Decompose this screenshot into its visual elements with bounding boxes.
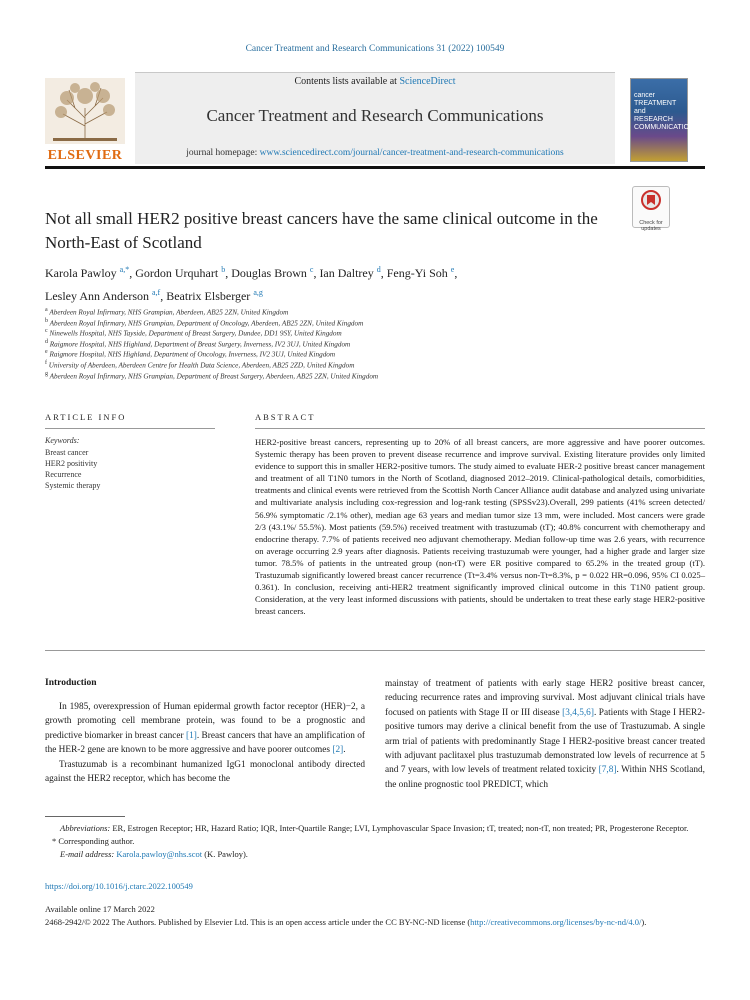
- corresponding-mark: *: [52, 836, 57, 846]
- doi-link-wrap: [45, 880, 193, 893]
- intro-left-column: [45, 700, 365, 786]
- affiliation-text: Aberdeen Royal Infirmary, NHS Grampian, Aberdeen, AB25 2ZN, United Kingdom: [47, 308, 289, 317]
- intro-p1-text-a: In 1985, overexpression of Human epidermal growth factor receptor (HER)−2, a growth promoting cell membrane protein, was found to be a prognostic and predictive biomarker in breast cancer: [45, 702, 365, 741]
- affiliation-mark: e: [45, 349, 48, 356]
- keyword-item[interactable]: Systemic therapy: [45, 481, 101, 490]
- available-online: Available online 17 March 2022: [45, 904, 155, 914]
- intro-paragraph-1: [45, 700, 365, 758]
- cover-text: cancer TREATMENT and RESEARCH COMMUNICATIONS: [634, 92, 699, 131]
- journal-homepage: [135, 148, 615, 158]
- author-name[interactable]: Beatrix Elsberger: [166, 289, 251, 303]
- keywords-label: Keywords:: [45, 436, 80, 445]
- citation-ref-3-6[interactable]: [3,4,5,6]: [562, 707, 594, 718]
- citation-ref-7-8[interactable]: [7,8]: [598, 765, 617, 776]
- affiliation-mark: b: [45, 317, 48, 324]
- affiliation-text: Aberdeen Royal Infirmary, NHS Grampian, Department of Oncology, Aberdeen, AB25 2ZN, United Kingdom: [48, 318, 364, 327]
- license-link[interactable]: http://creativecommons.org/licenses/by-nc-nd/4.0/: [470, 916, 642, 927]
- email-label: E-mail address:: [60, 849, 115, 859]
- author-name[interactable]: Karola Pawloy: [45, 266, 117, 280]
- header-top-rule: [135, 72, 615, 73]
- intro-p3-text-b: . Patients with Stage I HER2-positive tumors may derive a clinical benefit from the use of Trastuzumab. A single arm trial of patients with predominantly Stage I HER2-positive breast cancer treated with adjuvant paclitaxel plus trastuzumab demonstrated low levels of recurrence at 5 and 7 years, with low levels of treatment related toxicity: [385, 707, 705, 776]
- article-info-heading: ARTICLE INFO: [45, 412, 127, 422]
- abbreviations-footnote: [60, 822, 705, 835]
- check-updates-label: Check for updates: [639, 220, 663, 232]
- email-footnote: [60, 848, 705, 861]
- publication-info: [45, 903, 705, 928]
- author-affiliation-mark[interactable]: a,*: [119, 265, 130, 274]
- journal-title: Cancer Treatment and Research Communications: [206, 106, 544, 125]
- author-list: Karola Pawloy $^{a,*}$, Gordon Urquhart $^b$, Douglas Brown $^c$, Ian Daltrey $^d$, Feng-Yi Soh $^e$, Lesley Ann Anderson $^{a,f}$, Beatrix Elsberger $^{a,g}$: [45, 265, 458, 303]
- corresponding-text: Corresponding author.: [58, 836, 135, 846]
- doi-link[interactable]: https://doi.org/10.1016/j.ctarc.2022.100549: [45, 881, 193, 891]
- citation-ref-1[interactable]: [1]: [185, 730, 197, 741]
- affiliation-mark: g: [45, 370, 48, 377]
- author-affiliation-mark[interactable]: b: [221, 265, 226, 274]
- affiliation-mark: d: [45, 338, 48, 345]
- license-text-a: 2468-2942/© 2022 The Authors. Published by Elsevier Ltd. This is an open access article under the CC BY-NC-ND license (: [45, 916, 471, 927]
- affiliation-mark: f: [45, 360, 47, 366]
- sciencedirect-link[interactable]: ScienceDirect: [399, 76, 456, 87]
- abstract-rule: [255, 428, 705, 429]
- article-title: Not all small HER2 positive breast cancers have the same clinical outcome in the North-East of Scotland: [45, 209, 598, 252]
- footnote-rule: [45, 816, 125, 817]
- citation-ref-2[interactable]: [2]: [332, 745, 344, 756]
- contents-available: [135, 76, 615, 87]
- affiliation-text: Ninewells Hospital, NHS Tayside, Department of Breast Surgery, Dundee, DD1 9SY, United Kingdom: [47, 329, 342, 338]
- contents-prefix: Contents lists available at: [294, 76, 400, 87]
- author-affiliation-mark[interactable]: a,f: [152, 288, 161, 297]
- intro-p1-text-c: .: [343, 745, 346, 756]
- intro-heading: Introduction: [45, 678, 97, 688]
- intro-p3-text-a: mainstay of treatment of patients with early stage HER2 positive breast cancer, reducing recurrence rates and improving survival. Most adjuvant clinical trials have focused on patients with Stage II or III disease: [385, 679, 705, 718]
- corresponding-footnote: [52, 835, 705, 848]
- author-name[interactable]: Gordon Urquhart: [135, 266, 219, 280]
- check-for-updates-button[interactable]: [632, 186, 670, 232]
- author-name[interactable]: Ian Daltrey: [319, 266, 374, 280]
- intro-right-column: [385, 677, 705, 792]
- intro-p1-text-b: . Breast cancers that have an amplification of the HER-2 gene are known to be more aggressive and have poorer outcomes: [45, 730, 365, 756]
- intro-paragraph-2: Trastuzumab is a recombinant humanized IgG1 monoclonal antibody directed against the HER2 receptor, which has become the: [45, 759, 365, 785]
- check-updates-icon: [633, 187, 669, 215]
- abstract-bottom-rule: [45, 650, 705, 651]
- abstract-text: HER2-positive breast cancers, representing up to 20% of all breast cancers, are more aggressive and have poorer outcomes. Systemic therapy has been proven to prevent disease recurrence and improve survival. Existing literature provides only limited evidence to support this in smaller HER2-positive tumors. The study aimed to evaluate HER-2 positive breast cancer management and treatment of all T1N0 tumors in the North of Scotland, diagnosed 2012–2019. Clinical-pathological details, comorbidities, treatments and clinical events were retrieved from the Scottish North Cancer Alliance audit database and analyzed using univariate and multivariate analysis including cox-regression and log-rank testing (SPSSv23).Overall, 299 patients (41% screen detected/ 56.9% symptomatic /2.1% other), median age 63 years and median tumor size 13 mm, were included. Most cancers were grade 2/3 (43.1%/ 55.5%). Most patients (59.5%) received treatment with trastuzumab (tT); 40.8% concurrent with chemotherapy and endocrine therapy. 7.7% of patients received neo adjuvant chemotherapy. Median follow-up time was 2.6 years, with recurrence on average occurring 2.9 years after diagnosis. Patients receiving trastuzumab were younger, had a higher grade and larger size tumor. 78.5% of patients in the untreated group (non-tT) were ER positive compared to 65.2% in the treated group (tT). Trastuzumab significantly lowered breast cancer recurrence (Tt=3.4% versus non-Tt=8.3%, p = 0.022 HR=0.096, 95% CI 0.025–0.361). In conclusion, receiving anti-HER2 treatment significantly improved clinical outcome in this T1N0 patient group. Consideration, at the very least informed discussions with patients, should be undertaken to treat these early stage HER2-positive breast cancers.: [255, 437, 705, 617]
- license-statement: [45, 916, 705, 929]
- license-text-b: ).: [641, 916, 647, 927]
- publisher-logo-text: ELSEVIER: [47, 148, 123, 163]
- homepage-prefix: journal homepage:: [186, 148, 260, 158]
- affiliation-mark: a: [45, 307, 48, 313]
- email-suffix: (K. Pawloy).: [202, 849, 248, 859]
- author-affiliation-mark[interactable]: a,g: [253, 288, 263, 297]
- author-name[interactable]: Lesley Ann Anderson: [45, 289, 149, 303]
- keyword-item[interactable]: Recurrence: [45, 470, 82, 479]
- abbreviations-text: ER, Estrogen Receptor; HR, Hazard Ratio; IQR, Inter-Quartile Range; LVI, Lymphovascular Space Invasion; tT, treated; non-tT, non treated; PR, Progesterone Receptor.: [110, 823, 689, 833]
- affiliation-text: Aberdeen Royal Infirmary, NHS Grampian, Department of Breast Surgery, Aberdeen, AB25 2ZN, United Kingdom: [48, 371, 379, 380]
- affiliation-text: Raigmore Hospital, NHS Highland, Department of Oncology, Inverness, IV2 3UJ, United Kingdom: [47, 350, 336, 359]
- header-bottom-rule: [45, 166, 705, 169]
- footnotes: [52, 822, 705, 861]
- affiliation-mark: c: [45, 328, 48, 335]
- affiliation-text: University of Aberdeen, Aberdeen Centre for Health Data Science, Aberdeen, AB25 2ZD, United Kingdom: [47, 361, 355, 370]
- keyword-item[interactable]: HER2 positivity: [45, 459, 98, 468]
- affiliation-item: [45, 369, 695, 381]
- homepage-link[interactable]: www.sciencedirect.com/journal/cancer-treatment-and-research-communications: [259, 148, 564, 158]
- email-link[interactable]: Karola.pawloy@nhs.scot: [116, 849, 203, 859]
- intro-paragraph-3: [385, 677, 705, 792]
- intro-p3-text-c: . Within NHS Scotland, the online prognostic tool PREDICT, which: [385, 765, 705, 790]
- author-name[interactable]: Douglas Brown: [231, 266, 307, 280]
- running-header[interactable]: Cancer Treatment and Research Communications 31 (2022) 100549: [245, 44, 505, 54]
- abbreviations-label: Abbreviations:: [60, 823, 111, 833]
- keyword-item[interactable]: Breast cancer: [45, 448, 89, 457]
- author-affiliation-mark[interactable]: e: [450, 265, 455, 274]
- author-affiliation-mark[interactable]: c: [309, 265, 314, 274]
- article-info-rule: [45, 428, 215, 429]
- author-affiliation-mark[interactable]: d: [376, 265, 381, 274]
- abstract-heading: ABSTRACT: [255, 412, 316, 422]
- keyword-list: [45, 447, 215, 491]
- author-name[interactable]: Feng-Yi Soh: [386, 266, 448, 280]
- affiliation-text: Raigmore Hospital, NHS Highland, Department of Breast Surgery, Inverness, IV2 3UJ, United Kingdom: [48, 340, 351, 349]
